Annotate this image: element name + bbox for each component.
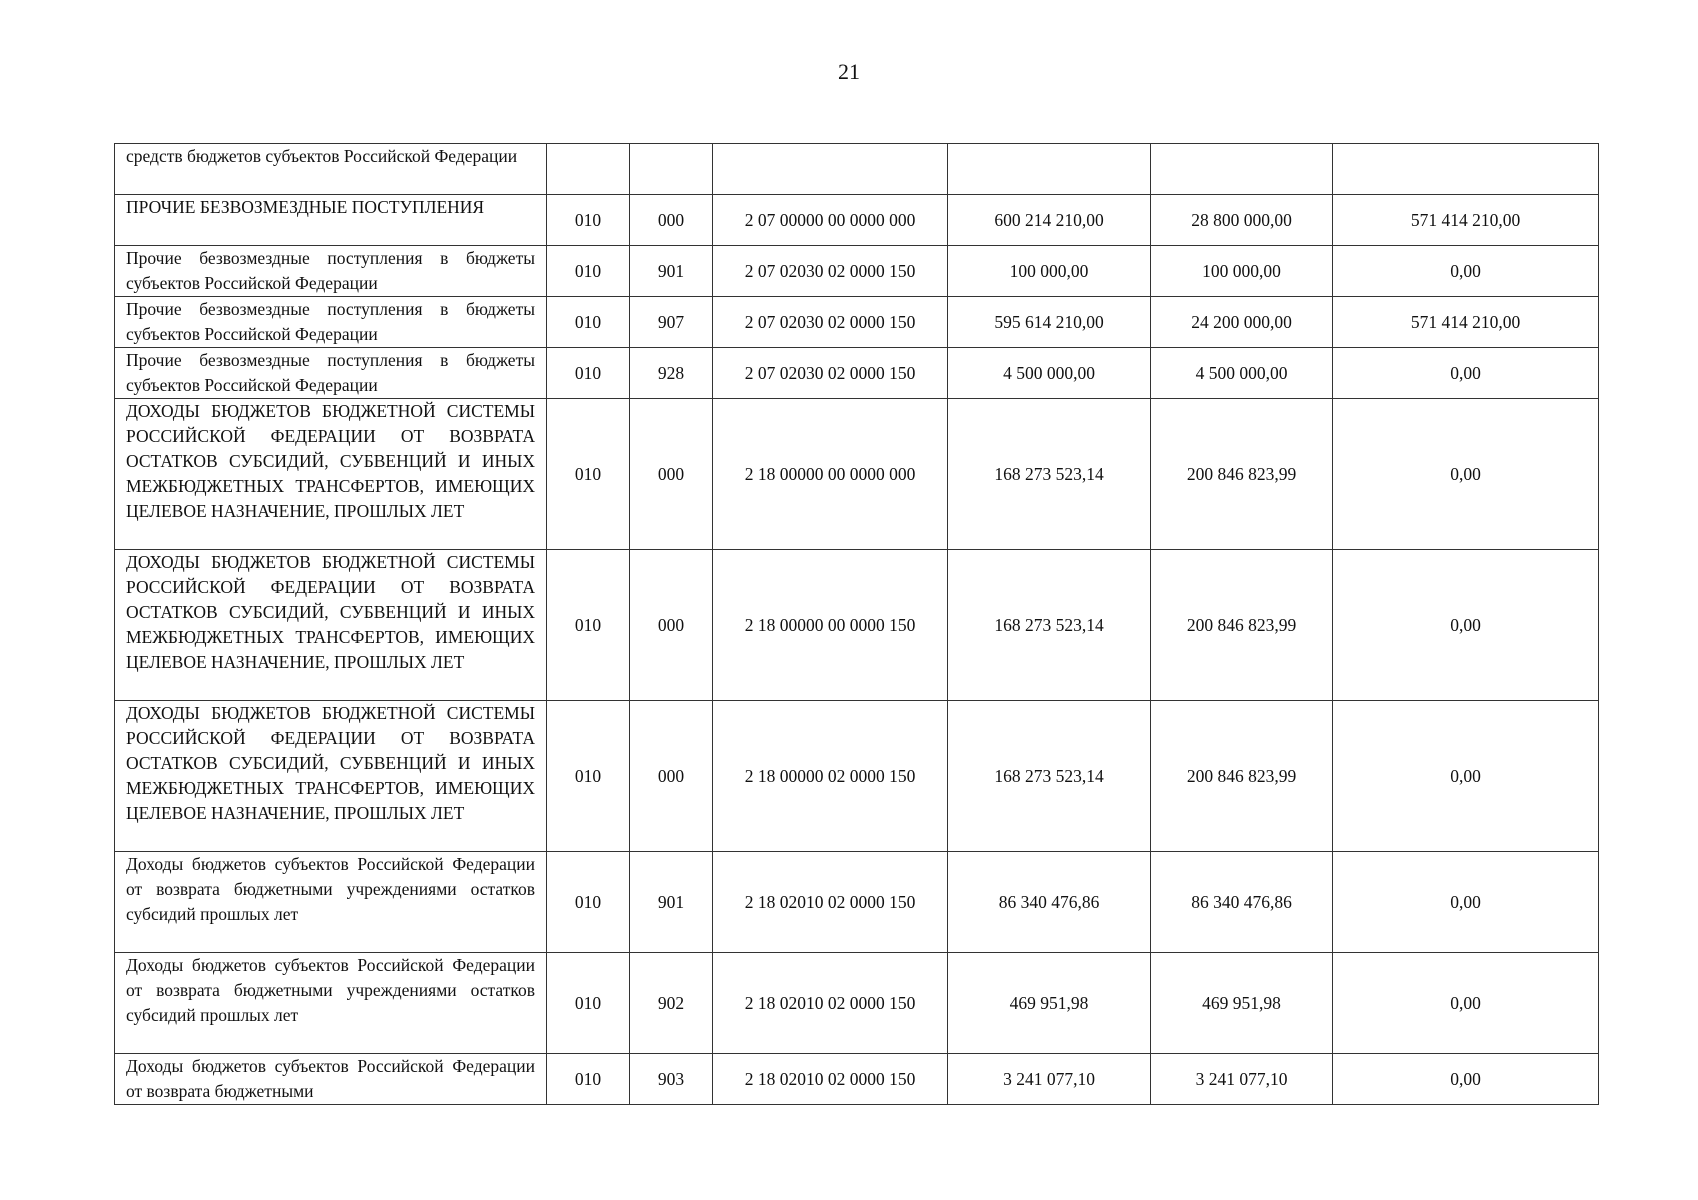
row-name: Доходы бюджетов субъектов Российской Федерации от возврата бюджетными учреждениями остатков субсидий прошлых лет	[115, 953, 547, 1054]
remainder-amount: 0,00	[1333, 953, 1599, 1054]
row-name: Прочие безвозмездные поступления в бюджеты субъектов Российской Федерации	[115, 297, 547, 348]
remainder-amount: 0,00	[1333, 1054, 1599, 1105]
executed-amount: 200 846 823,99	[1151, 701, 1333, 852]
table-row	[115, 246, 1599, 297]
remainder-amount	[1333, 144, 1599, 195]
remainder-amount: 571 414 210,00	[1333, 195, 1599, 246]
admin-code: 010	[547, 953, 630, 1054]
plan-amount: 3 241 077,10	[948, 1054, 1151, 1105]
admin-code: 010	[547, 550, 630, 701]
executed-amount: 469 951,98	[1151, 953, 1333, 1054]
chapter-code: 000	[630, 701, 713, 852]
row-name: Прочие безвозмездные поступления в бюджеты субъектов Российской Федерации	[115, 246, 547, 297]
budget-classification-code: 2 07 02030 02 0000 150	[713, 246, 948, 297]
executed-amount: 3 241 077,10	[1151, 1054, 1333, 1105]
budget-classification-code: 2 18 00000 00 0000 000	[713, 399, 948, 550]
chapter-code	[630, 144, 713, 195]
budget-classification-code: 2 18 02010 02 0000 150	[713, 1054, 948, 1105]
budget-classification-code: 2 07 00000 00 0000 000	[713, 195, 948, 246]
executed-amount: 200 846 823,99	[1151, 550, 1333, 701]
row-name: средств бюджетов субъектов Российской Федерации	[115, 144, 547, 195]
remainder-amount: 0,00	[1333, 852, 1599, 953]
table-row	[115, 195, 1599, 246]
budget-classification-code: 2 18 02010 02 0000 150	[713, 953, 948, 1054]
remainder-amount: 0,00	[1333, 550, 1599, 701]
plan-amount: 86 340 476,86	[948, 852, 1151, 953]
plan-amount: 595 614 210,00	[948, 297, 1151, 348]
executed-amount: 86 340 476,86	[1151, 852, 1333, 953]
remainder-amount: 0,00	[1333, 399, 1599, 550]
row-name: ДОХОДЫ БЮДЖЕТОВ БЮДЖЕТНОЙ СИСТЕМЫ РОССИЙСКОЙ ФЕДЕРАЦИИ ОТ ВОЗВРАТА ОСТАТКОВ СУБСИДИЙ, СУБВЕНЦИЙ И ИНЫХ МЕЖБЮДЖЕТНЫХ ТРАНСФЕРТОВ, ИМЕЮЩИХ ЦЕЛЕВОЕ НАЗНАЧЕНИЕ, ПРОШЛЫХ ЛЕТ	[115, 550, 547, 701]
plan-amount	[948, 144, 1151, 195]
remainder-amount: 0,00	[1333, 246, 1599, 297]
plan-amount: 168 273 523,14	[948, 550, 1151, 701]
table-row	[115, 701, 1599, 852]
admin-code: 010	[547, 399, 630, 550]
admin-code: 010	[547, 701, 630, 852]
budget-classification-code: 2 18 02010 02 0000 150	[713, 852, 948, 953]
row-name: Доходы бюджетов субъектов Российской Федерации от возврата бюджетными учреждениями остатков субсидий прошлых лет	[115, 852, 547, 953]
row-name: ПРОЧИЕ БЕЗВОЗМЕЗДНЫЕ ПОСТУПЛЕНИЯ	[115, 195, 547, 246]
table-row	[115, 348, 1599, 399]
admin-code: 010	[547, 195, 630, 246]
chapter-code: 901	[630, 852, 713, 953]
chapter-code: 907	[630, 297, 713, 348]
table-row	[115, 297, 1599, 348]
row-name: Доходы бюджетов субъектов Российской Федерации от возврата бюджетными	[115, 1054, 547, 1105]
budget-classification-code: 2 18 00000 00 0000 150	[713, 550, 948, 701]
table-row	[115, 550, 1599, 701]
executed-amount	[1151, 144, 1333, 195]
remainder-amount: 0,00	[1333, 348, 1599, 399]
executed-amount: 4 500 000,00	[1151, 348, 1333, 399]
plan-amount: 600 214 210,00	[948, 195, 1151, 246]
budget-classification-code: 2 07 02030 02 0000 150	[713, 297, 948, 348]
plan-amount: 100 000,00	[948, 246, 1151, 297]
admin-code: 010	[547, 348, 630, 399]
budget-classification-code: 2 07 02030 02 0000 150	[713, 348, 948, 399]
chapter-code: 000	[630, 399, 713, 550]
admin-code: 010	[547, 297, 630, 348]
remainder-amount: 0,00	[1333, 701, 1599, 852]
page-number: 21	[838, 59, 860, 84]
admin-code: 010	[547, 852, 630, 953]
plan-amount: 4 500 000,00	[948, 348, 1151, 399]
table-row	[115, 852, 1599, 953]
chapter-code: 902	[630, 953, 713, 1054]
row-name: ДОХОДЫ БЮДЖЕТОВ БЮДЖЕТНОЙ СИСТЕМЫ РОССИЙСКОЙ ФЕДЕРАЦИИ ОТ ВОЗВРАТА ОСТАТКОВ СУБСИДИЙ, СУБВЕНЦИЙ И ИНЫХ МЕЖБЮДЖЕТНЫХ ТРАНСФЕРТОВ, ИМЕЮЩИХ ЦЕЛЕВОЕ НАЗНАЧЕНИЕ, ПРОШЛЫХ ЛЕТ	[115, 701, 547, 852]
executed-amount: 100 000,00	[1151, 246, 1333, 297]
table-row	[115, 144, 1599, 195]
chapter-code: 000	[630, 195, 713, 246]
executed-amount: 200 846 823,99	[1151, 399, 1333, 550]
remainder-amount: 571 414 210,00	[1333, 297, 1599, 348]
plan-amount: 168 273 523,14	[948, 399, 1151, 550]
table-body	[115, 144, 1599, 1105]
chapter-code: 901	[630, 246, 713, 297]
chapter-code: 928	[630, 348, 713, 399]
admin-code	[547, 144, 630, 195]
budget-classification-code: 2 18 00000 02 0000 150	[713, 701, 948, 852]
table-row	[115, 399, 1599, 550]
row-name: ДОХОДЫ БЮДЖЕТОВ БЮДЖЕТНОЙ СИСТЕМЫ РОССИЙСКОЙ ФЕДЕРАЦИИ ОТ ВОЗВРАТА ОСТАТКОВ СУБСИДИЙ, СУБВЕНЦИЙ И ИНЫХ МЕЖБЮДЖЕТНЫХ ТРАНСФЕРТОВ, ИМЕЮЩИХ ЦЕЛЕВОЕ НАЗНАЧЕНИЕ, ПРОШЛЫХ ЛЕТ	[115, 399, 547, 550]
row-name: Прочие безвозмездные поступления в бюджеты субъектов Российской Федерации	[115, 348, 547, 399]
chapter-code: 903	[630, 1054, 713, 1105]
plan-amount: 469 951,98	[948, 953, 1151, 1054]
executed-amount: 24 200 000,00	[1151, 297, 1333, 348]
plan-amount: 168 273 523,14	[948, 701, 1151, 852]
executed-amount: 28 800 000,00	[1151, 195, 1333, 246]
table-row	[115, 1054, 1599, 1105]
budget-classification-code	[713, 144, 948, 195]
table-row	[115, 953, 1599, 1054]
admin-code: 010	[547, 246, 630, 297]
admin-code: 010	[547, 1054, 630, 1105]
revenue-table	[114, 143, 1599, 1105]
chapter-code: 000	[630, 550, 713, 701]
